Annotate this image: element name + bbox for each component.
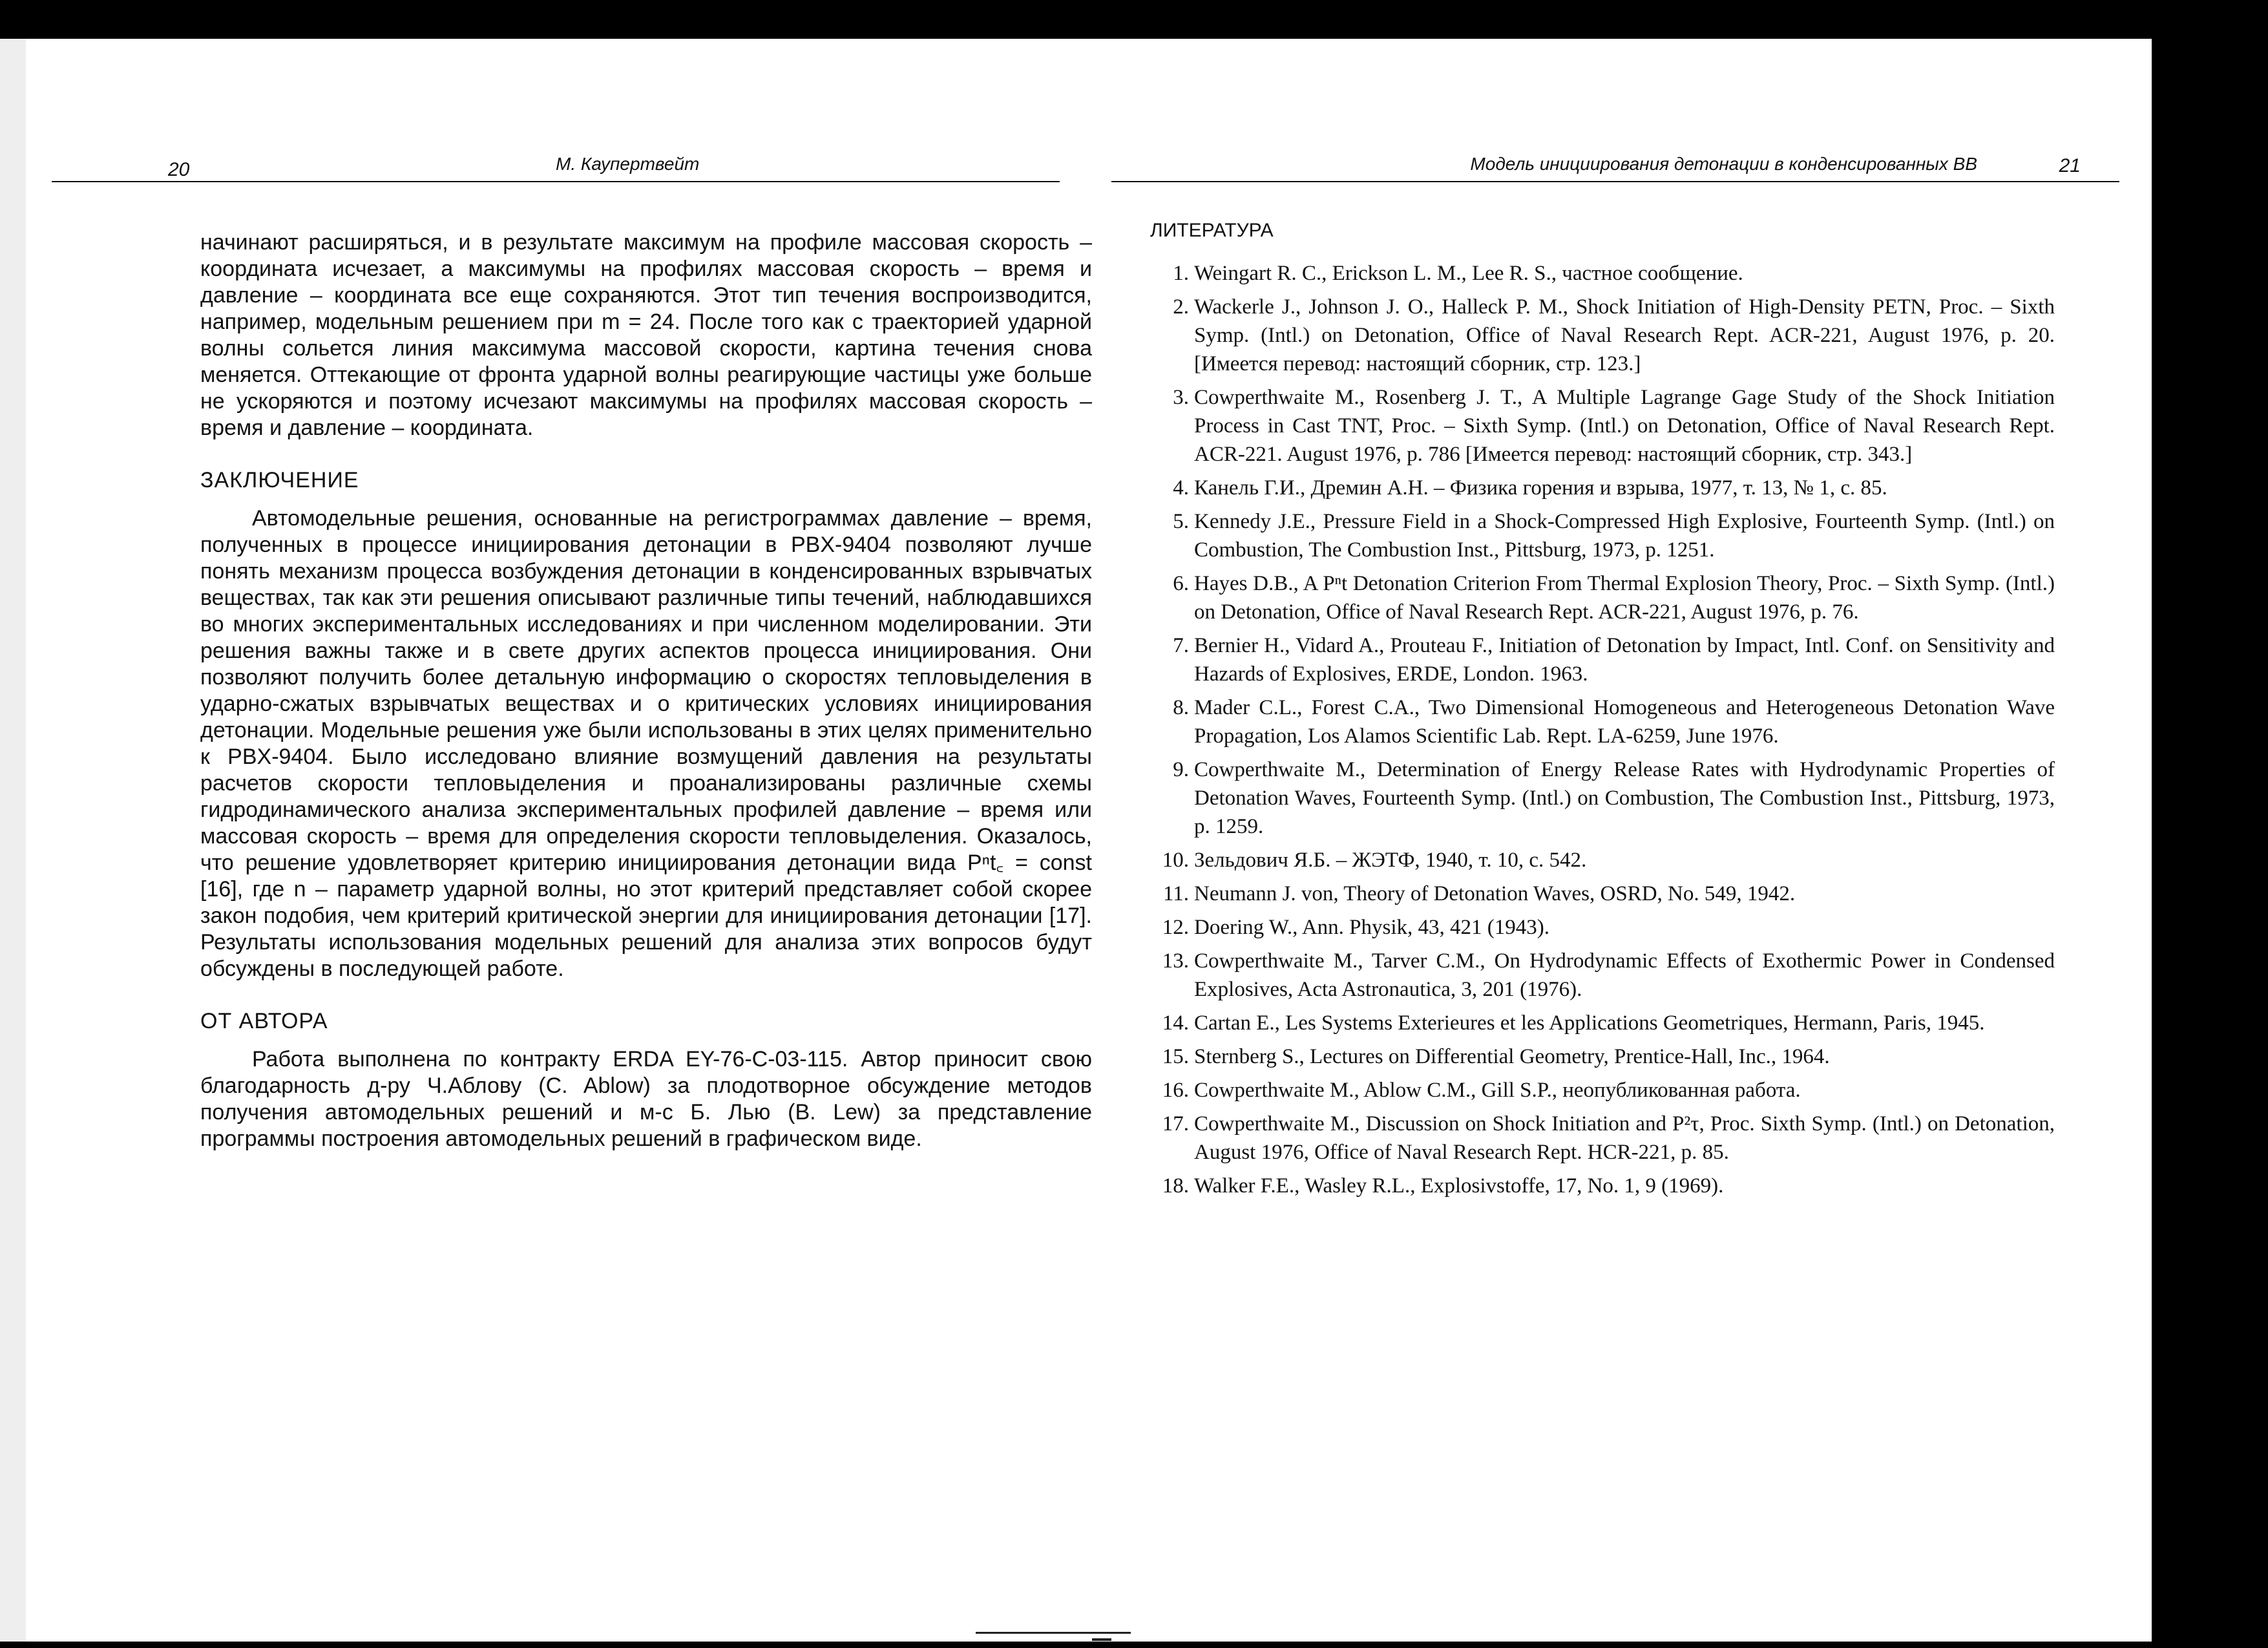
reference-number: 1. — [1173, 262, 1189, 285]
author-heading: ОТ АВТОРА — [200, 1009, 328, 1033]
reference-text: Doering W., Ann. Physik, 43, 421 (1943). — [1194, 916, 1550, 939]
reference-item — [1150, 569, 2055, 626]
reference-item — [1150, 693, 2055, 750]
page-number-left: 20 — [168, 159, 190, 180]
reference-number: 8. — [1173, 696, 1189, 719]
reference-number: 13. — [1162, 949, 1189, 973]
references-section — [1150, 217, 2055, 1205]
scan-edge-mark — [1092, 1638, 1111, 1641]
reference-item — [1150, 293, 2055, 378]
reference-number: 11. — [1162, 882, 1189, 905]
reference-item — [1150, 507, 2055, 564]
reference-text: Cartan E., Les Systems Exterieures et les Applications Geometriques, Hermann, Paris, 1945. — [1194, 1011, 1985, 1035]
reference-text: Kennedy J.E., Pressure Field in a Shock-Compressed High Explosive, Fourteenth Symp. (Intl.) on Combustion, The Combustion Inst., Pittsburg, 1973, p. 1251. — [1194, 510, 2055, 562]
running-head-right: Модель инициирования детонации в конденсированных ВВ — [1470, 154, 1977, 174]
left-page-header — [52, 142, 1060, 182]
references-heading: ЛИТЕРАТУРА — [1150, 220, 1274, 241]
reference-text: Зельдович Я.Б. – ЖЭТФ, 1940, т. 10, с. 542. — [1194, 849, 1587, 872]
reference-text: Cowperthwaite M., Discussion on Shock Initiation and P²τ, Proc. Sixth Symp. (Intl.) on Detonation, August 1976, Office of Naval Research Rept. HCR-221, p. 85. — [1194, 1112, 2055, 1164]
reference-text: Cowperthwaite M., Determination of Energy Release Rates with Hydrodynamic Properties of Detonation Waves, Fourteenth Symp. (Intl.) on Combustion, The Combustion Inst., Pittsburg, 1973, p. 1259. — [1194, 758, 2055, 838]
continued-paragraph: начинают расширяться, и в результате максимум на профиле массовая скорость – координата исчезает, а максимумы на профилях массовая скорость – время и давление – координата все еще сохраняются. Этот тип течения воспроизводится, например, модельным решением при m = 24. После того как с траекторией ударной волны сольется линия максимума массовой скорости, картина течения снова меняется. Оттекающие от фронта ударной волны реагирующие частицы уже больше не ускоряются и поэтому исчезают максимумы на профилях массовая скорость – время и давление – координата. — [200, 230, 1092, 440]
conclusion-paragraph: Автомодельные решения, основанные на регистрограммах давление – время, полученных в процессе инициирования детонации в PBX-9404 позволяют лучше понять механизм процесса возбуждения детонации в конденсированных взрывчатых веществах, так как эти решения описывают различные типы течений, наблюдавшихся во многих экспериментальных исследованиях и при численном моделировании. Эти решения важны также и в свете других аспектов процесса инициирования. Они позволяют получить более детальную информацию о скоростях тепловыделения в ударно-сжатых взрывчатых веществах и о критических условиях инициирования детонации. Модельные решения уже были использованы в этих целях применительно к PBX-9404. Было исследовано влияние возмущений давления на результаты расчетов скорости тепловыделения и проанализированы различные схемы гидродинамического анализа экспериментальных профилей давление – время или массовая скорость – время для определения скорости тепловыделения. Оказалось, что решение удовлетворяет критерию инициирования детонации вида Pⁿt꜀ = const [16], где n – параметр ударной волны, но этот критерий представляет собой скорее закон подобия, чем критерий критической энергии для инициирования детонации [17]. Результаты использования модельных решений для анализа этих вопросов будут обсуждены в последующей работе. — [200, 506, 1092, 981]
reference-text: Weingart R. C., Erickson L. M., Lee R. S., частное сообщение. — [1194, 262, 1743, 285]
reference-item — [1150, 1110, 2055, 1167]
reference-number: 15. — [1162, 1045, 1189, 1068]
page-number-right: 21 — [2059, 155, 2081, 176]
running-head-left: М. Каупертвейт — [556, 154, 700, 174]
reference-text: Cowperthwaite M., Rosenberg J. T., A Multiple Lagrange Gage Study of the Shock Initiation Process in Cast TNT, Proc. – Sixth Symp. (Intl.) on Detonation, Office of Naval Research Rept. ACR-221. August 1976, p. 786 [Имеется перевод: настоящий сборник, стр. 343.] — [1194, 386, 2055, 466]
reference-number: 4. — [1173, 476, 1189, 500]
reference-text: Sternberg S., Lectures on Differential Geometry, Prentice-Hall, Inc., 1964. — [1194, 1045, 1830, 1068]
reference-number: 12. — [1162, 916, 1189, 939]
reference-text: Walker F.E., Wasley R.L., Explosivstoffe, 17, No. 1, 9 (1969). — [1194, 1174, 1724, 1198]
references-list — [1150, 259, 2055, 1200]
reference-text: Канель Г.И., Дремин А.Н. – Физика горения и взрыва, 1977, т. 13, № 1, с. 85. — [1194, 476, 1887, 500]
reference-number: 9. — [1173, 758, 1189, 781]
conclusion-heading: ЗАКЛЮЧЕНИЕ — [200, 468, 359, 492]
reference-number: 17. — [1162, 1112, 1189, 1136]
right-page — [1111, 39, 2119, 1642]
reference-number: 2. — [1173, 295, 1189, 319]
reference-item — [1150, 846, 2055, 874]
reference-number: 3. — [1173, 386, 1189, 409]
reference-item — [1150, 383, 2055, 469]
reference-item — [1150, 880, 2055, 908]
right-page-header — [1111, 142, 2119, 182]
reference-number: 5. — [1173, 510, 1189, 533]
reference-text: Cowperthwaite M., Ablow C.M., Gill S.P., неопубликованная работа. — [1194, 1079, 1801, 1102]
reference-item — [1150, 631, 2055, 688]
left-page — [52, 39, 1092, 1642]
reference-number: 16. — [1162, 1079, 1189, 1102]
page-bottom-rule — [976, 1632, 1131, 1634]
reference-text: Bernier H., Vidard A., Prouteau F., Initiation of Detonation by Impact, Intl. Conf. on Sensitivity and Hazards of Explosives, ERDE, London. 1963. — [1194, 634, 2055, 686]
reference-item — [1150, 1172, 2055, 1200]
author-paragraph: Работа выполнена по контракту ERDA EY-76-C-03-115. Автор приносит свою благодарность д-ру Ч.Аблову (C. Ablow) за плодотворное обсуждение методов получения автомодельных решений и м-с Б. Лью (B. Lew) за представление программы построения автомодельных решений в графическом виде. — [200, 1047, 1092, 1151]
left-page-body — [200, 229, 1092, 1152]
reference-item — [1150, 947, 2055, 1004]
reference-item — [1150, 1042, 2055, 1071]
book-spread — [26, 39, 2152, 1642]
reference-number: 14. — [1162, 1011, 1189, 1035]
reference-item — [1150, 474, 2055, 502]
reference-text: Cowperthwaite M., Tarver C.M., On Hydrodynamic Effects of Exothermic Power in Condensed Explosives, Acta Astronautica, 3, 201 (1976). — [1194, 949, 2055, 1001]
reference-text: Wackerle J., Johnson J. O., Halleck P. M., Shock Initiation of High-Density PETN, Proc. – Sixth Symp. (Intl.) on Detonation, Office of Naval Research Rept. ACR-221, August 1976, p. 20. [Имеется перевод: настоящий сборник, стр. 123.] — [1194, 295, 2055, 375]
reference-number: 18. — [1162, 1174, 1189, 1198]
reference-number: 6. — [1173, 572, 1189, 595]
reference-text: Hayes D.B., A Pⁿt Detonation Criterion From Thermal Explosion Theory, Proc. – Sixth Symp. (Intl.) on Detonation, Office of Naval Research Rept. ACR-221, August 1976, p. 76. — [1194, 572, 2055, 624]
reference-item — [1150, 259, 2055, 288]
reference-item — [1150, 1076, 2055, 1104]
reference-number: 10. — [1162, 849, 1189, 872]
reference-item — [1150, 1009, 2055, 1037]
reference-text: Mader C.L., Forest C.A., Two Dimensional Homogeneous and Heterogeneous Detonation Wave Propagation, Los Alamos Scientific Lab. Rept. LA-6259, June 1976. — [1194, 696, 2055, 748]
reference-text: Neumann J. von, Theory of Detonation Waves, OSRD, No. 549, 1942. — [1194, 882, 1796, 905]
reference-number: 7. — [1173, 634, 1189, 657]
reference-item — [1150, 755, 2055, 841]
reference-item — [1150, 913, 2055, 942]
